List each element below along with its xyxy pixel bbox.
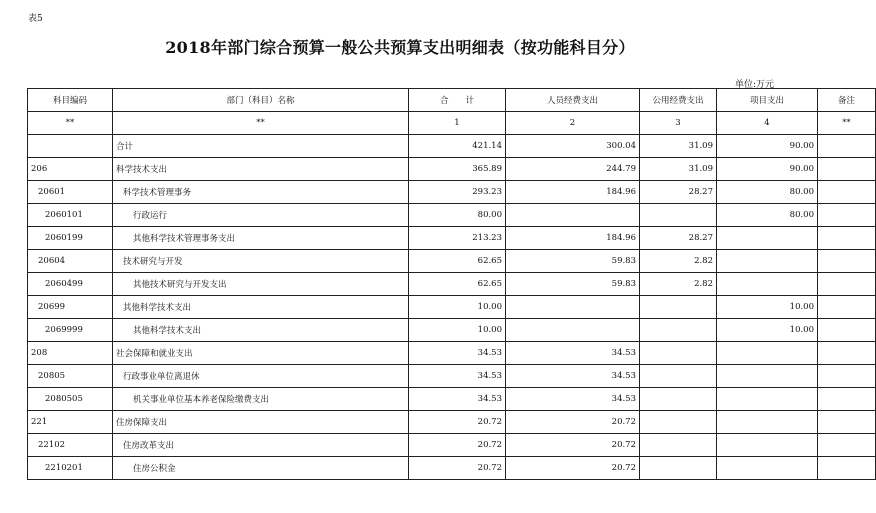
page-title: 2018年部门综合预算一般公共预算支出明细表（按功能科目分） bbox=[165, 38, 635, 57]
row-total: 62.65 bbox=[409, 250, 506, 273]
row-project bbox=[717, 388, 818, 411]
row-personnel: 300.04 bbox=[506, 135, 640, 158]
row-public bbox=[640, 204, 717, 227]
row-total: 20.72 bbox=[409, 411, 506, 434]
index-cell: ** bbox=[113, 112, 409, 135]
row-code: 2080505 bbox=[28, 388, 113, 411]
row-note bbox=[818, 319, 876, 342]
row-note bbox=[818, 158, 876, 181]
row-total: 20.72 bbox=[409, 434, 506, 457]
row-note bbox=[818, 457, 876, 480]
row-name: 其他科学技术管理事务支出 bbox=[113, 227, 409, 250]
row-note bbox=[818, 227, 876, 250]
row-code: 20604 bbox=[28, 250, 113, 273]
row-total: 34.53 bbox=[409, 365, 506, 388]
row-personnel bbox=[506, 204, 640, 227]
row-public: 28.27 bbox=[640, 227, 717, 250]
row-note bbox=[818, 204, 876, 227]
row-personnel: 184.96 bbox=[506, 227, 640, 250]
row-personnel: 34.53 bbox=[506, 342, 640, 365]
row-project bbox=[717, 227, 818, 250]
row-total: 20.72 bbox=[409, 457, 506, 480]
table-number-label: 表5 bbox=[28, 14, 43, 24]
row-project bbox=[717, 457, 818, 480]
row-public: 31.09 bbox=[640, 135, 717, 158]
row-name: 其他科学技术支出 bbox=[113, 296, 409, 319]
row-code: 2060101 bbox=[28, 204, 113, 227]
row-name: 科学技术管理事务 bbox=[113, 181, 409, 204]
row-code: 22102 bbox=[28, 434, 113, 457]
table-row bbox=[28, 135, 876, 158]
row-code bbox=[28, 135, 113, 158]
header-total: 合 计 bbox=[409, 89, 506, 112]
expenditure-table bbox=[27, 88, 876, 480]
row-total: 293.23 bbox=[409, 181, 506, 204]
row-project bbox=[717, 411, 818, 434]
row-personnel: 184.96 bbox=[506, 181, 640, 204]
row-note bbox=[818, 411, 876, 434]
row-public bbox=[640, 457, 717, 480]
row-name: 机关事业单位基本养老保险缴费支出 bbox=[113, 388, 409, 411]
header-row bbox=[28, 89, 876, 112]
header-project: 项目支出 bbox=[717, 89, 818, 112]
table-row bbox=[28, 457, 876, 480]
row-public: 28.27 bbox=[640, 181, 717, 204]
row-name: 行政事业单位离退休 bbox=[113, 365, 409, 388]
table-row bbox=[28, 250, 876, 273]
row-public: 2.82 bbox=[640, 250, 717, 273]
row-project: 90.00 bbox=[717, 158, 818, 181]
row-code: 20699 bbox=[28, 296, 113, 319]
row-public bbox=[640, 434, 717, 457]
row-code: 2060499 bbox=[28, 273, 113, 296]
row-name: 住房改革支出 bbox=[113, 434, 409, 457]
row-project: 10.00 bbox=[717, 296, 818, 319]
row-name: 住房保障支出 bbox=[113, 411, 409, 434]
table-row bbox=[28, 227, 876, 250]
row-total: 34.53 bbox=[409, 342, 506, 365]
row-personnel: 244.79 bbox=[506, 158, 640, 181]
row-total: 62.65 bbox=[409, 273, 506, 296]
row-project: 80.00 bbox=[717, 181, 818, 204]
row-code: 20601 bbox=[28, 181, 113, 204]
row-personnel: 20.72 bbox=[506, 457, 640, 480]
row-note bbox=[818, 342, 876, 365]
row-project bbox=[717, 434, 818, 457]
row-name: 其他技术研究与开发支出 bbox=[113, 273, 409, 296]
index-cell: 3 bbox=[640, 112, 717, 135]
row-project: 90.00 bbox=[717, 135, 818, 158]
row-total: 80.00 bbox=[409, 204, 506, 227]
row-code: 2060199 bbox=[28, 227, 113, 250]
row-name: 合计 bbox=[113, 135, 409, 158]
table-row bbox=[28, 388, 876, 411]
row-project bbox=[717, 273, 818, 296]
index-cell: ** bbox=[818, 112, 876, 135]
row-public: 2.82 bbox=[640, 273, 717, 296]
table-row bbox=[28, 296, 876, 319]
row-project bbox=[717, 250, 818, 273]
table-row bbox=[28, 365, 876, 388]
row-personnel: 59.83 bbox=[506, 250, 640, 273]
row-code: 20805 bbox=[28, 365, 113, 388]
row-code: 221 bbox=[28, 411, 113, 434]
row-project bbox=[717, 365, 818, 388]
row-note bbox=[818, 434, 876, 457]
row-code: 2069999 bbox=[28, 319, 113, 342]
table-row bbox=[28, 319, 876, 342]
row-name: 科学技术支出 bbox=[113, 158, 409, 181]
row-note bbox=[818, 388, 876, 411]
row-public bbox=[640, 342, 717, 365]
table-row bbox=[28, 158, 876, 181]
table-row bbox=[28, 411, 876, 434]
header-name: 部门（科目）名称 bbox=[113, 89, 409, 112]
row-note bbox=[818, 135, 876, 158]
table-row bbox=[28, 273, 876, 296]
index-cell: ** bbox=[28, 112, 113, 135]
row-public bbox=[640, 319, 717, 342]
unit-label: 单位:万元 bbox=[734, 80, 774, 90]
table-row bbox=[28, 204, 876, 227]
row-public bbox=[640, 388, 717, 411]
row-name: 社会保障和就业支出 bbox=[113, 342, 409, 365]
row-personnel bbox=[506, 319, 640, 342]
row-public bbox=[640, 296, 717, 319]
row-code: 2210201 bbox=[28, 457, 113, 480]
index-cell: 4 bbox=[717, 112, 818, 135]
row-total: 421.14 bbox=[409, 135, 506, 158]
table-row bbox=[28, 181, 876, 204]
row-personnel: 34.53 bbox=[506, 388, 640, 411]
row-public bbox=[640, 411, 717, 434]
row-note bbox=[818, 250, 876, 273]
row-total: 10.00 bbox=[409, 296, 506, 319]
row-personnel: 20.72 bbox=[506, 434, 640, 457]
row-project bbox=[717, 342, 818, 365]
row-code: 206 bbox=[28, 158, 113, 181]
table-row bbox=[28, 342, 876, 365]
row-total: 34.53 bbox=[409, 388, 506, 411]
row-public bbox=[640, 365, 717, 388]
row-personnel: 59.83 bbox=[506, 273, 640, 296]
row-name: 行政运行 bbox=[113, 204, 409, 227]
row-name: 其他科学技术支出 bbox=[113, 319, 409, 342]
index-row bbox=[28, 112, 876, 135]
header-personnel: 人员经费支出 bbox=[506, 89, 640, 112]
row-note bbox=[818, 365, 876, 388]
row-project: 80.00 bbox=[717, 204, 818, 227]
header-public: 公用经费支出 bbox=[640, 89, 717, 112]
row-personnel bbox=[506, 296, 640, 319]
row-total: 10.00 bbox=[409, 319, 506, 342]
row-personnel: 20.72 bbox=[506, 411, 640, 434]
index-cell: 1 bbox=[409, 112, 506, 135]
row-name: 技术研究与开发 bbox=[113, 250, 409, 273]
row-personnel: 34.53 bbox=[506, 365, 640, 388]
row-project: 10.00 bbox=[717, 319, 818, 342]
index-cell: 2 bbox=[506, 112, 640, 135]
row-total: 213.23 bbox=[409, 227, 506, 250]
row-note bbox=[818, 296, 876, 319]
row-code: 208 bbox=[28, 342, 113, 365]
row-total: 365.89 bbox=[409, 158, 506, 181]
table-row bbox=[28, 434, 876, 457]
row-public: 31.09 bbox=[640, 158, 717, 181]
row-note bbox=[818, 273, 876, 296]
header-code: 科目编码 bbox=[28, 89, 113, 112]
header-note: 备注 bbox=[818, 89, 876, 112]
row-name: 住房公积金 bbox=[113, 457, 409, 480]
row-note bbox=[818, 181, 876, 204]
